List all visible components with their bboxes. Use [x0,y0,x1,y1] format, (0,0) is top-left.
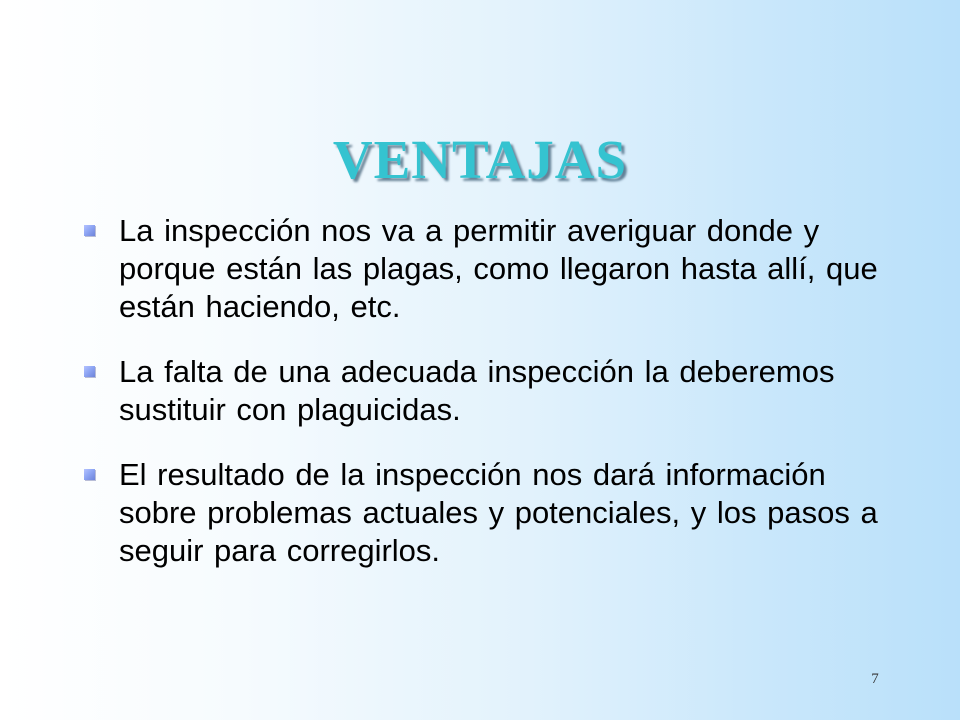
slide-title: VENTAJAS [332,129,628,190]
bullet-item [82,212,882,326]
page-number: 7 [871,671,879,687]
bullet-item [82,456,882,570]
bullet-text: La falta de una adecuada inspección la deberemos sustituir con plaguicidas. [119,354,835,427]
bullet-text: El resultado de la inspección nos dará información sobre problemas actuales y potenciales, y los pasos a seguir para corregirlos. [119,457,878,568]
bullet-item [82,353,882,429]
square-bullet-icon [84,469,95,480]
square-bullet-icon [84,366,95,377]
square-bullet-icon [84,225,95,236]
bullet-list [82,212,882,570]
bullet-text: La inspección nos va a permitir averiguar donde y porque están las plagas, como llegaron hasta allí, que están haciendo, etc. [119,213,878,324]
